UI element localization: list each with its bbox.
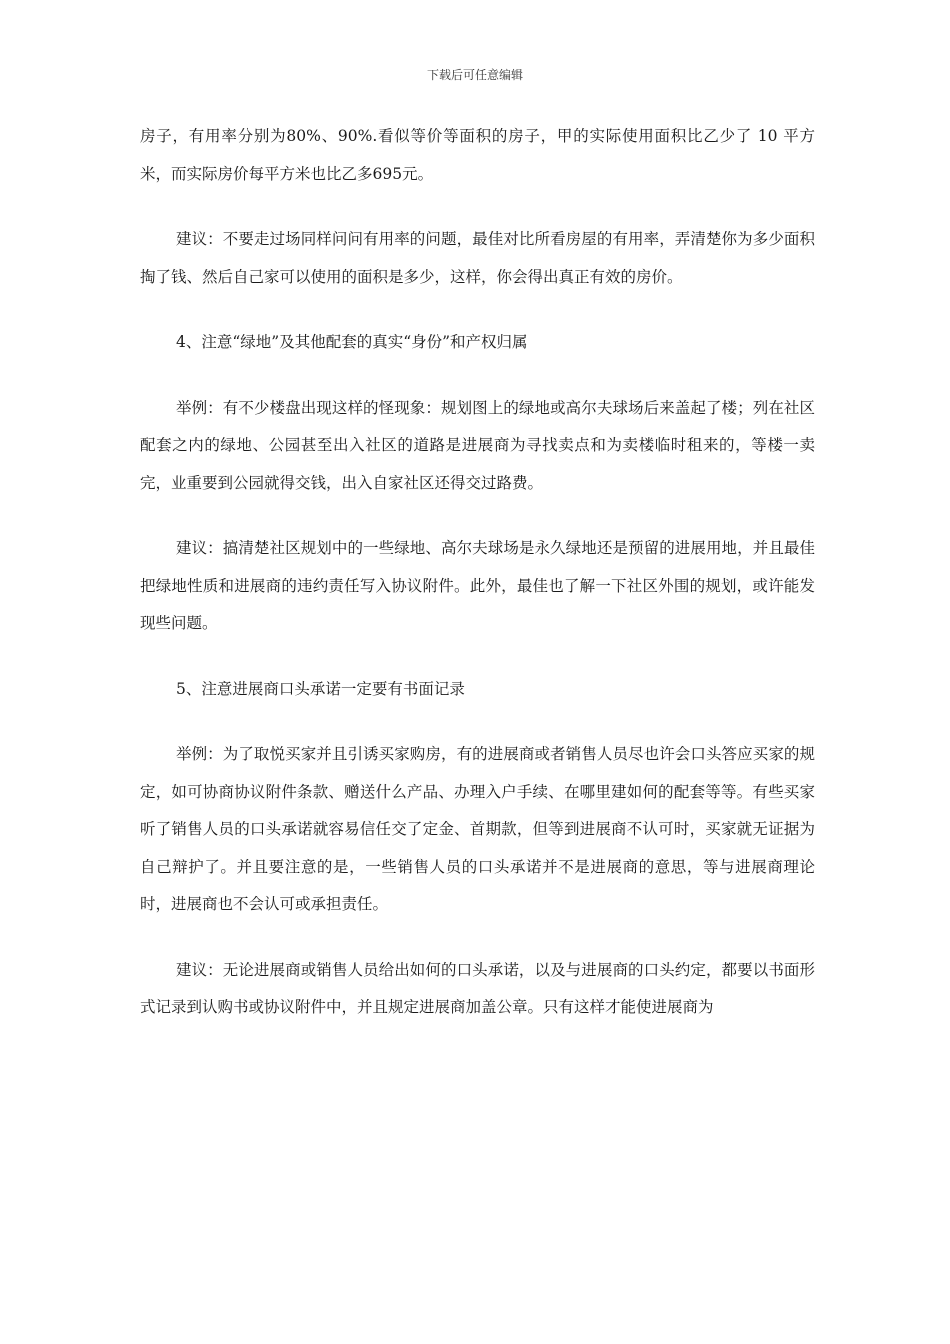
paragraph-2: 建议：不要走过场同样问问有用率的问题，最佳对比所看房屋的有用率，弄清楚你为多少面积掏了钱、然后自己家可以使用的面积是多少，这样，你会得出真正有效的房价。 xyxy=(140,230,815,286)
paragraph-3: 举例：有不少楼盘出现这样的怪现象：规划图上的绿地或高尔夫球场后来盖起了楼；列在社区配套之内的绿地、公园甚至出入社区的道路是进展商为寻找卖点和为卖楼临时租来的，等楼一卖完，业重要到公园就得交钱，出入自家社区还得交过路费。 xyxy=(140,398,815,492)
page-header: 下载后可任意编辑 xyxy=(426,68,523,82)
section-heading-5: 5、注意进展商口头承诺一定要有书面记录 xyxy=(176,679,465,698)
section-heading-4: 4、注意“绿地”及其他配套的真实“身份”和产权归属 xyxy=(176,333,528,351)
paragraph-1: 房子，有用率分别为80%、90%.看似等价等面积的房子，甲的实际使用面积比乙少了 10 平方米，而实际房价每平方米也比乙多695元。 xyxy=(140,127,815,183)
document-body xyxy=(140,118,815,1027)
paragraph-6: 建议：无论进展商或销售人员给出如何的口头承诺，以及与进展商的口头约定，都要以书面形式记录到认购书或协议附件中，并且规定进展商加盖公章。只有这样才能使进展商为 xyxy=(140,960,815,1016)
paragraph-4: 建议：搞清楚社区规划中的一些绿地、高尔夫球场是永久绿地还是预留的进展用地，并且最佳把绿地性质和进展商的违约责任写入协议附件。此外，最佳也了解一下社区外围的规划，或许能发现些问题。 xyxy=(140,539,815,632)
paragraph-5: 举例：为了取悦买家并且引诱买家购房，有的进展商或者销售人员尽也许会口头答应买家的规定，如可协商协议附件条款、赠送什么产品、办理入户手续、在哪里建如何的配套等等。有些买家听了销售人员的口头承诺就容易信任交了定金、首期款，但等到进展商不认可时，买家就无证据为自己辩护了。并且要注意的是，一些销售人员的口头承诺并不是进展商的意思，等与进展商理论时，进展商也不会认可或承担责任。 xyxy=(140,745,815,913)
